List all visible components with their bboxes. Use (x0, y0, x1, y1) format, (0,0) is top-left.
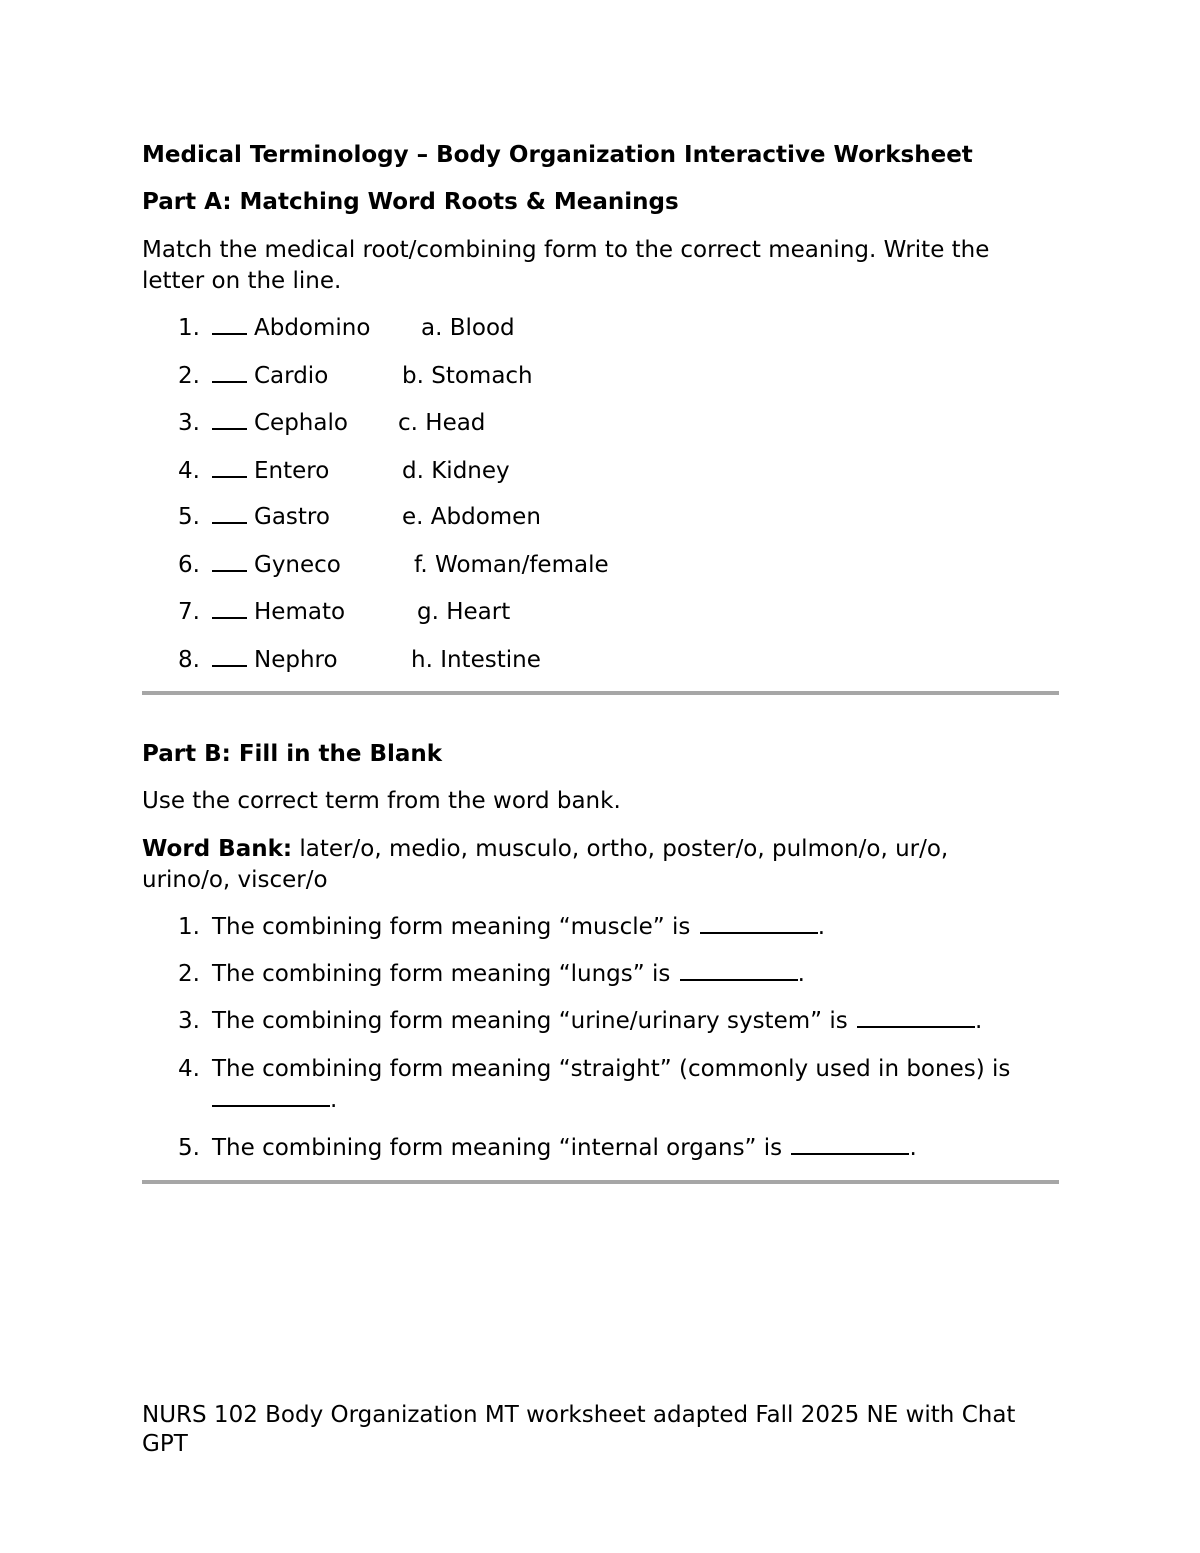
meaning-option: b. Stomach (402, 363, 533, 389)
item-number: 4. (178, 1056, 200, 1082)
item-number: 5. (178, 504, 200, 530)
answer-line[interactable] (212, 361, 253, 391)
question-text: The combining form meaning “muscle” is (212, 914, 698, 940)
meaning-option: h. Intestine (411, 647, 541, 673)
item-number: 6. (178, 552, 200, 578)
word-bank-label: Word Bank: (142, 836, 293, 862)
item-number: 5. (178, 1135, 200, 1161)
part-a-instructions-line1: Match the medical root/combining form to the correct meaning. Write the (142, 237, 990, 263)
meaning-option: e. Abdomen (402, 504, 541, 530)
answer-line[interactable] (212, 550, 253, 580)
page-title: Medical Terminology – Body Organization Interactive Worksheet (142, 142, 973, 168)
root-term: Gastro (254, 504, 330, 530)
answer-line[interactable] (212, 456, 253, 486)
answer-blank[interactable] (700, 914, 818, 934)
meaning-option: d. Kidney (402, 458, 510, 484)
item-number: 2. (178, 363, 200, 389)
root-term: Abdomino (254, 315, 371, 341)
question-text: The combining form meaning “lungs” is (212, 961, 678, 987)
meaning-option: a. Blood (421, 315, 515, 341)
item-number: 2. (178, 961, 200, 987)
question-text: The combining form meaning “straight” (commonly used in bones) is (212, 1056, 1011, 1082)
question-text: The combining form meaning “urine/urinary system” is (212, 1008, 856, 1034)
answer-line[interactable] (212, 408, 253, 438)
root-term: Gyneco (254, 552, 341, 578)
item-number: 1. (178, 914, 200, 940)
root-term: Cephalo (254, 410, 348, 436)
meaning-option: g. Heart (417, 599, 511, 625)
answer-line[interactable] (212, 313, 253, 343)
root-term: Cardio (254, 363, 329, 389)
root-term: Hemato (254, 599, 346, 625)
word-bank-terms: later/o, medio, musculo, ortho, poster/o, pulmon/o, ur/o, (292, 836, 949, 862)
word-bank-line1 (142, 834, 948, 864)
item-number: 7. (178, 599, 200, 625)
part-b-instructions: Use the correct term from the word bank. (142, 788, 621, 814)
answer-blank[interactable] (791, 1135, 909, 1155)
item-number: 1. (178, 315, 200, 341)
footer-line2: GPT (142, 1431, 188, 1457)
footer-line1: NURS 102 Body Organization MT worksheet adapted Fall 2025 NE with Chat (142, 1402, 1016, 1428)
period: . (330, 1087, 338, 1113)
part-b-heading: Part B: Fill in the Blank (142, 741, 443, 767)
section-divider (142, 691, 1059, 695)
root-term: Nephro (254, 647, 338, 673)
answer-blank[interactable] (212, 1087, 330, 1107)
part-a-instructions-line2: letter on the line. (142, 268, 342, 294)
item-number: 4. (178, 458, 200, 484)
item-number: 3. (178, 1008, 200, 1034)
period: . (909, 1135, 917, 1161)
answer-blank[interactable] (857, 1008, 975, 1028)
meaning-option: f. Woman/female (414, 552, 609, 578)
answer-line[interactable] (212, 645, 253, 675)
answer-line[interactable] (212, 502, 253, 532)
item-number: 8. (178, 647, 200, 673)
section-divider (142, 1180, 1059, 1184)
meaning-option: c. Head (398, 410, 486, 436)
period: . (817, 914, 825, 940)
root-term: Entero (254, 458, 330, 484)
item-number: 3. (178, 410, 200, 436)
answer-line[interactable] (212, 597, 253, 627)
period: . (975, 1008, 983, 1034)
answer-blank[interactable] (680, 961, 798, 981)
period: . (797, 961, 805, 987)
question-text: The combining form meaning “internal organs” is (212, 1135, 790, 1161)
part-a-heading: Part A: Matching Word Roots & Meanings (142, 189, 679, 215)
word-bank-line2: urino/o, viscer/o (142, 867, 328, 893)
